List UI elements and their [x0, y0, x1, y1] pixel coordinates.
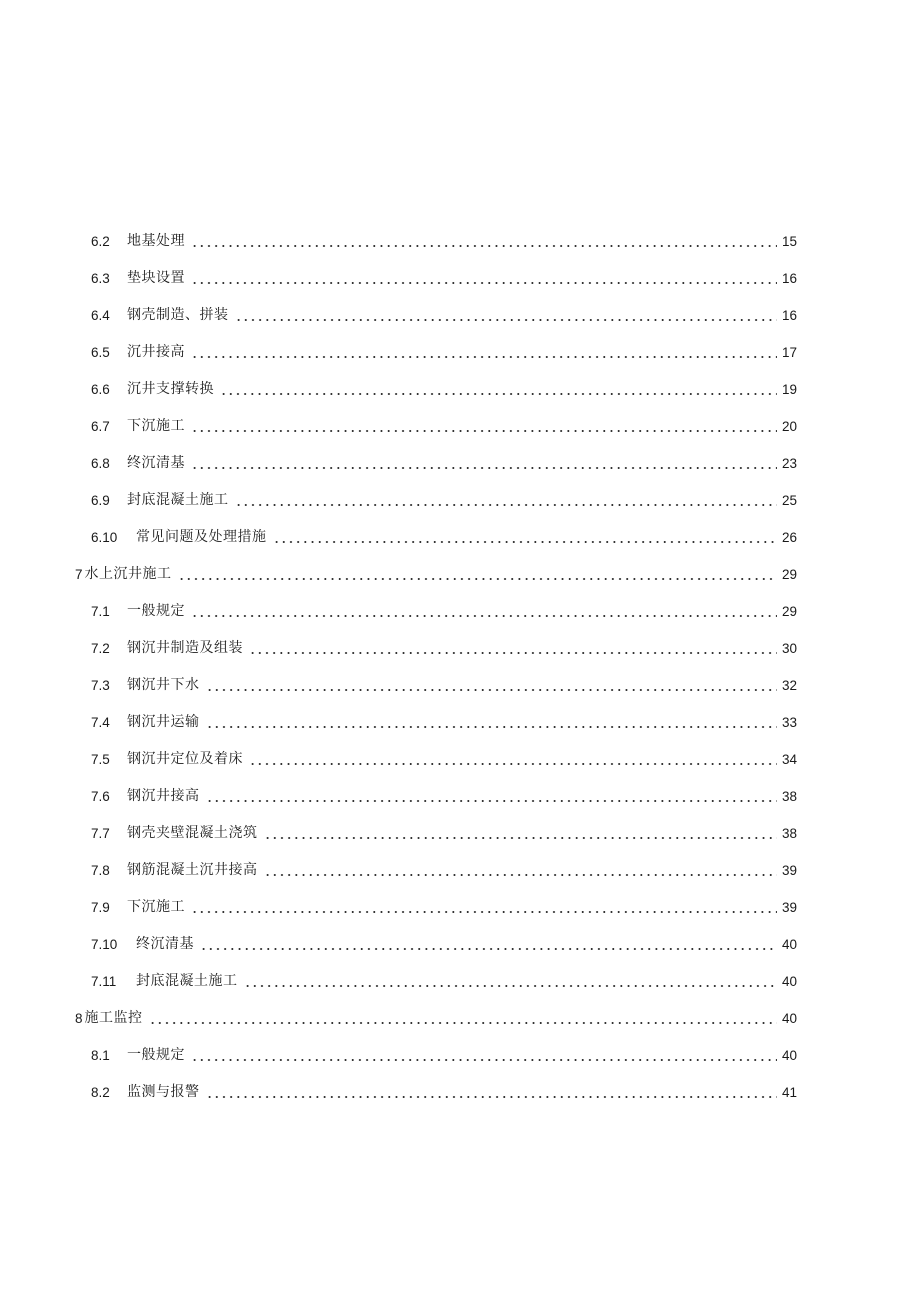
toc-entry[interactable] — [0, 889, 920, 926]
page-number: 16 — [781, 308, 797, 323]
dot-leader — [191, 1037, 777, 1074]
toc-chapter-entry[interactable] — [0, 1000, 920, 1037]
page-number: 39 — [781, 900, 797, 915]
section-title: 钢沉井下水 — [127, 677, 200, 693]
dot-leader — [191, 889, 777, 926]
toc-entry[interactable] — [0, 667, 920, 704]
toc-entry[interactable] — [0, 445, 920, 482]
toc-entry[interactable] — [0, 593, 920, 630]
page-number: 41 — [781, 1085, 797, 1100]
section-number: 7.11 — [91, 974, 117, 989]
toc-entry[interactable] — [0, 408, 920, 445]
section-title: 下沉施工 — [127, 899, 185, 915]
section-title: 垫块设置 — [127, 270, 185, 286]
section-number: 6.4 — [91, 308, 110, 323]
chapter-number: 8 — [75, 1011, 83, 1026]
toc-entry[interactable] — [0, 371, 920, 408]
page-number: 25 — [781, 493, 797, 508]
dot-leader — [206, 778, 778, 815]
page-number: 38 — [781, 826, 797, 841]
page-number: 15 — [781, 234, 797, 249]
toc-entry[interactable] — [0, 963, 920, 1000]
toc-chapter-entry[interactable] — [0, 556, 920, 593]
page-number: 40 — [781, 974, 797, 989]
dot-leader — [191, 408, 777, 445]
section-number: 6.8 — [91, 456, 110, 471]
page-number: 19 — [781, 382, 797, 397]
section-title: 钢沉井制造及组装 — [127, 640, 243, 656]
page-number: 40 — [781, 937, 797, 952]
dot-leader — [206, 667, 778, 704]
section-title: 封底混凝土施工 — [136, 973, 238, 989]
page-number: 39 — [781, 863, 797, 878]
section-title: 监测与报警 — [127, 1084, 200, 1100]
section-number: 7.8 — [91, 863, 110, 878]
page-number: 38 — [781, 789, 797, 804]
section-number: 8.1 — [91, 1048, 110, 1063]
section-title: 钢壳夹壁混凝土浇筑 — [127, 825, 258, 841]
toc-entry[interactable] — [0, 1037, 920, 1074]
page-number: 23 — [781, 456, 797, 471]
section-title: 沉井支撑转换 — [127, 381, 214, 397]
dot-leader — [191, 334, 777, 371]
dot-leader — [235, 482, 778, 519]
section-number: 6.2 — [91, 234, 110, 249]
dot-leader — [273, 519, 778, 556]
toc-entry[interactable] — [0, 1074, 920, 1111]
section-title: 地基处理 — [127, 233, 185, 249]
dot-leader — [206, 1074, 778, 1111]
toc-entry[interactable] — [0, 223, 920, 260]
toc-entry[interactable] — [0, 926, 920, 963]
dot-leader — [264, 815, 778, 852]
dot-leader — [220, 371, 777, 408]
chapter-number: 7 — [75, 567, 83, 582]
section-number: 6.10 — [91, 530, 118, 545]
page-number: 40 — [781, 1048, 797, 1063]
section-title: 一般规定 — [127, 603, 185, 619]
dot-leader — [191, 445, 777, 482]
page-number: 34 — [781, 752, 797, 767]
section-number: 7.1 — [91, 604, 110, 619]
section-number: 7.6 — [91, 789, 110, 804]
section-title: 钢沉井定位及着床 — [127, 751, 243, 767]
section-title: 钢沉井运输 — [127, 714, 200, 730]
section-title: 钢筋混凝土沉井接高 — [127, 862, 258, 878]
dot-leader — [244, 963, 778, 1000]
dot-leader — [191, 223, 777, 260]
toc-entry[interactable] — [0, 852, 920, 889]
dot-leader — [191, 260, 777, 297]
page-number: 33 — [781, 715, 797, 730]
section-title: 钢沉井接高 — [127, 788, 200, 804]
section-title: 常见问题及处理措施 — [136, 529, 267, 545]
section-number: 8.2 — [91, 1085, 110, 1100]
section-number: 7.4 — [91, 715, 110, 730]
page-number: 30 — [781, 641, 797, 656]
dot-leader — [264, 852, 778, 889]
page-number: 26 — [781, 530, 797, 545]
dot-leader — [200, 926, 777, 963]
page-number: 29 — [781, 604, 797, 619]
section-number: 7.2 — [91, 641, 110, 656]
section-title: 封底混凝土施工 — [127, 492, 229, 508]
dot-leader — [249, 741, 777, 778]
toc-entry[interactable] — [0, 630, 920, 667]
toc-entry[interactable] — [0, 704, 920, 741]
section-number: 6.7 — [91, 419, 110, 434]
page-number: 17 — [781, 345, 797, 360]
dot-leader — [235, 297, 778, 334]
dot-leader — [249, 630, 777, 667]
dot-leader — [191, 593, 777, 630]
page-number: 40 — [781, 1011, 797, 1026]
toc-entry[interactable] — [0, 297, 920, 334]
chapter-title: 水上沉井施工 — [84, 566, 172, 582]
table-of-contents — [0, 223, 920, 1111]
page-number: 29 — [781, 567, 797, 582]
dot-leader — [206, 704, 778, 741]
section-number: 6.3 — [91, 271, 110, 286]
toc-entry[interactable] — [0, 260, 920, 297]
page-number: 16 — [781, 271, 797, 286]
section-number: 7.5 — [91, 752, 110, 767]
section-number: 6.5 — [91, 345, 110, 360]
section-title: 一般规定 — [127, 1047, 185, 1063]
dot-leader — [178, 556, 777, 593]
toc-entry[interactable] — [0, 519, 920, 556]
section-number: 6.6 — [91, 382, 110, 397]
toc-entry[interactable] — [0, 482, 920, 519]
section-number: 7.7 — [91, 826, 110, 841]
toc-entry[interactable] — [0, 334, 920, 371]
section-title: 沉井接高 — [127, 344, 185, 360]
page-number: 20 — [781, 419, 797, 434]
section-number: 7.9 — [91, 900, 110, 915]
page-number: 32 — [781, 678, 797, 693]
section-number: 7.10 — [91, 937, 118, 952]
section-title: 终沉清基 — [136, 936, 194, 952]
section-number: 7.3 — [91, 678, 110, 693]
section-title: 钢壳制造、拼装 — [127, 307, 229, 323]
toc-entry[interactable] — [0, 815, 920, 852]
chapter-title: 施工监控 — [84, 1010, 143, 1026]
section-number: 6.9 — [91, 493, 110, 508]
toc-entry[interactable] — [0, 778, 920, 815]
toc-entry[interactable] — [0, 741, 920, 778]
dot-leader — [149, 1000, 777, 1037]
section-title: 下沉施工 — [127, 418, 185, 434]
section-title: 终沉清基 — [127, 455, 185, 471]
